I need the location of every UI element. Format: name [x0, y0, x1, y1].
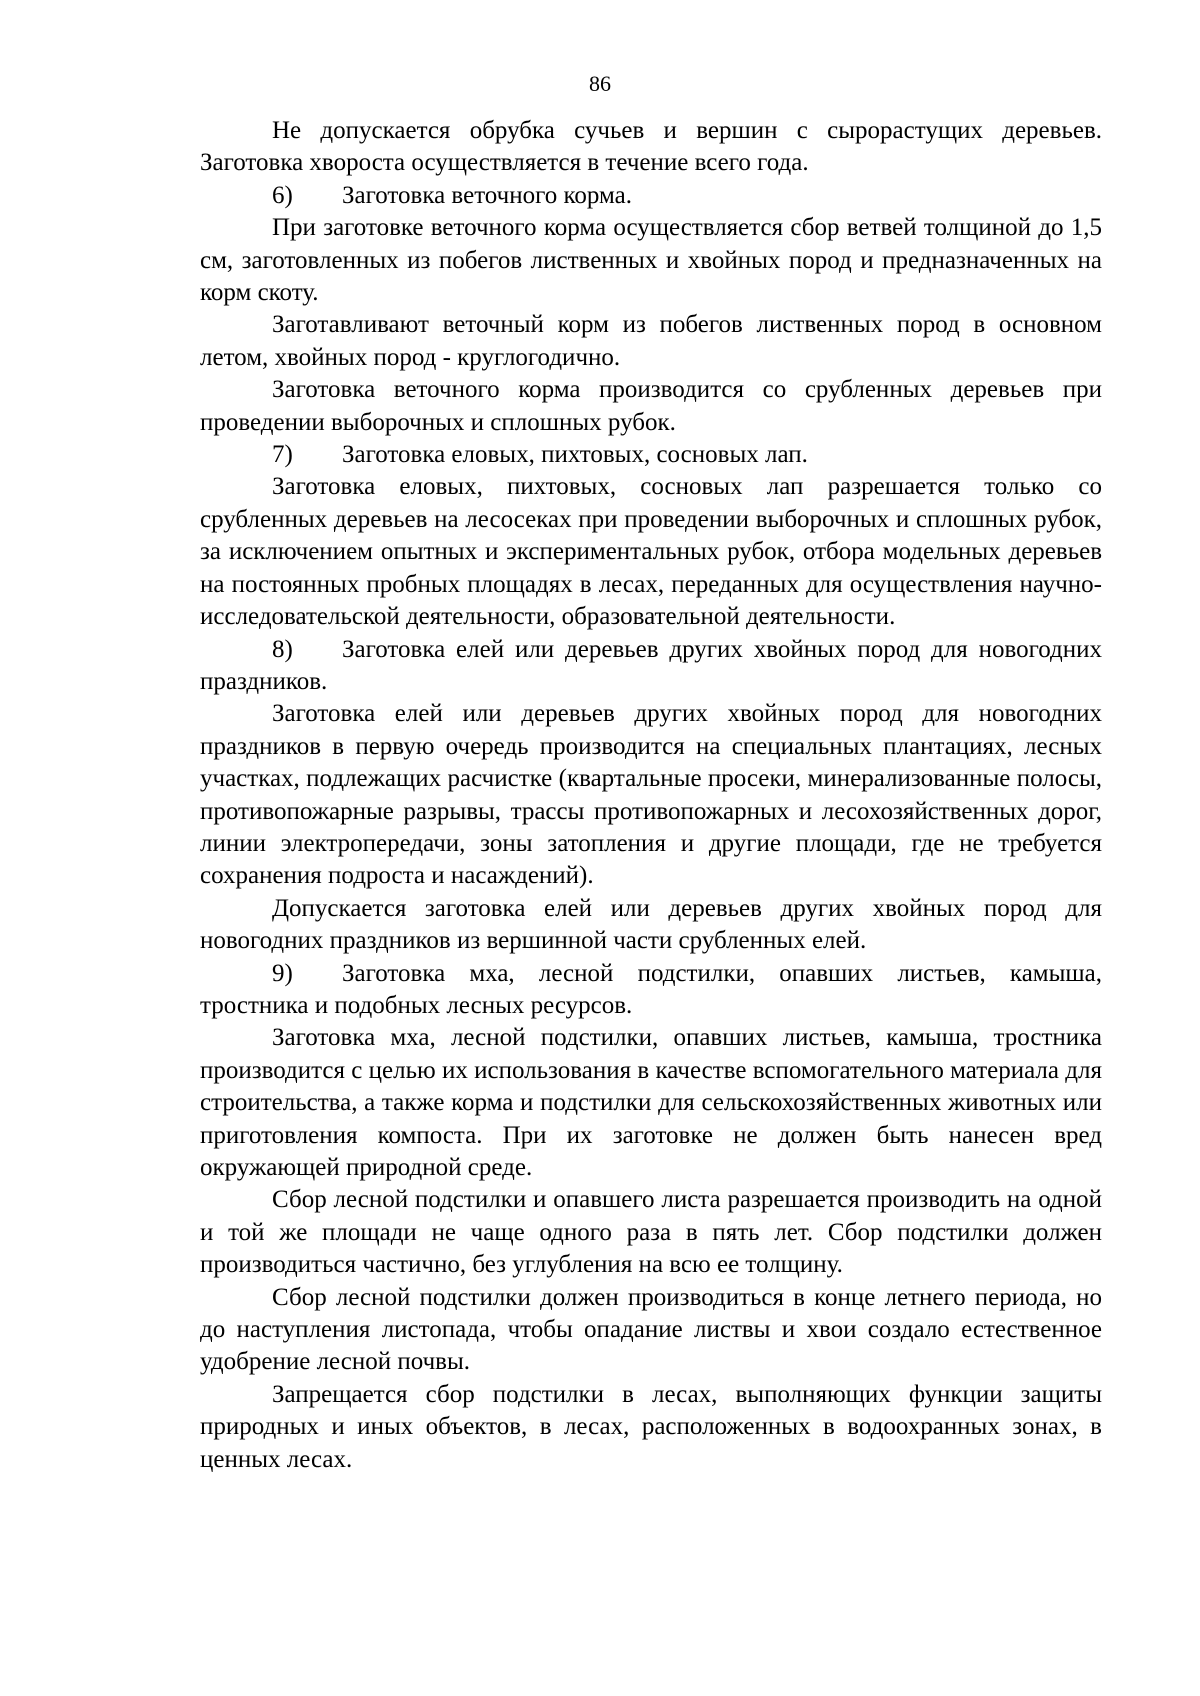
page-number: 86 [589, 71, 611, 96]
list-item-text: Заготовка елей или деревьев других хвойных пород для новогодних праздников. [200, 635, 1102, 695]
list-item-number: 8) [272, 635, 293, 663]
list-item-text: Заготовка еловых, пихтовых, сосновых лап. [342, 441, 808, 469]
paragraph: Заготавливают веточный корм из побегов лиственных пород в основном летом, хвойных пород - круглогодично. [200, 311, 1102, 371]
paragraph: Сбор лесной подстилки должен производиться в конце летнего периода, но до наступления листопада, чтобы опадание листвы и хвои создало естественное удобрение лесной почвы. [200, 1283, 1102, 1376]
document-body [200, 115, 1102, 1476]
list-item [200, 439, 1102, 471]
list-item-text: Заготовка мха, лесной подстилки, опавших листьев, камыша, тростника и подобных лесных ресурсов. [200, 959, 1102, 1019]
paragraph: Запрещается сбор подстилки в лесах, выполняющих функции защиты природных и иных объектов, в лесах, расположенных в водоохранных зонах, в ценных лесах. [200, 1380, 1102, 1473]
paragraph: Не допускается обрубка сучьев и вершин с сырорастущих деревьев. Заготовка хвороста осуществляется в течение всего года. [200, 117, 1102, 177]
paragraph: Сбор лесной подстилки и опавшего листа разрешается производить на одной и той же площади не чаще одного раза в пять лет. Сбор подстилки должен производиться частично, без углубления на всю ее толщину. [200, 1186, 1102, 1279]
list-item-number: 6) [272, 181, 293, 209]
paragraph: Заготовка мха, лесной подстилки, опавших листьев, камыша, тростника производится с целью их использования в качестве вспомогательного материала для строительства, а также корма и подстилки для сельскохозяйственных животных или приготовления компоста. При их заготовке не должен быть нанесен вред окружающей природной среде. [200, 1024, 1102, 1181]
list-item-text: Заготовка веточного корма. [342, 181, 632, 209]
list-item [200, 180, 1102, 212]
list-item [200, 634, 1102, 699]
paragraph: Заготовка еловых, пихтовых, сосновых лап разрешается только со срубленных деревьев на лесосеках при проведении выборочных и сплошных рубок, за исключением опытных и экспериментальных рубок, отбора модельных деревьев на постоянных пробных площадях в лесах, переданных для осуществления научно-исследовательской деятельности, образовательной деятельности. [200, 473, 1102, 631]
paragraph: Заготовка елей или деревьев других хвойных пород для новогодних праздников в первую очередь производится на специальных плантациях, лесных участках, подлежащих расчистке (квартальные просеки, минерализованные полосы, противопожарные разрывы, трассы противопожарных и лесохозяйственных дорог, линии электропередачи, зоны затопления и другие площади, где не требуется сохранения подроста и насаждений). [200, 700, 1102, 890]
list-item-number: 9) [272, 959, 293, 987]
paragraph: При заготовке веточного корма осуществляется сбор ветвей толщиной до 1,5 см, заготовленных из побегов лиственных и хвойных пород и предназначенных на корм скоту. [200, 214, 1102, 307]
list-item [200, 958, 1102, 1023]
list-item-number: 7) [272, 441, 293, 469]
paragraph: Заготовка веточного корма производится со срубленных деревьев при проведении выборочных и сплошных рубок. [200, 376, 1102, 436]
paragraph: Допускается заготовка елей или деревьев других хвойных пород для новогодних праздников из вершинной части срубленных елей. [200, 894, 1102, 955]
